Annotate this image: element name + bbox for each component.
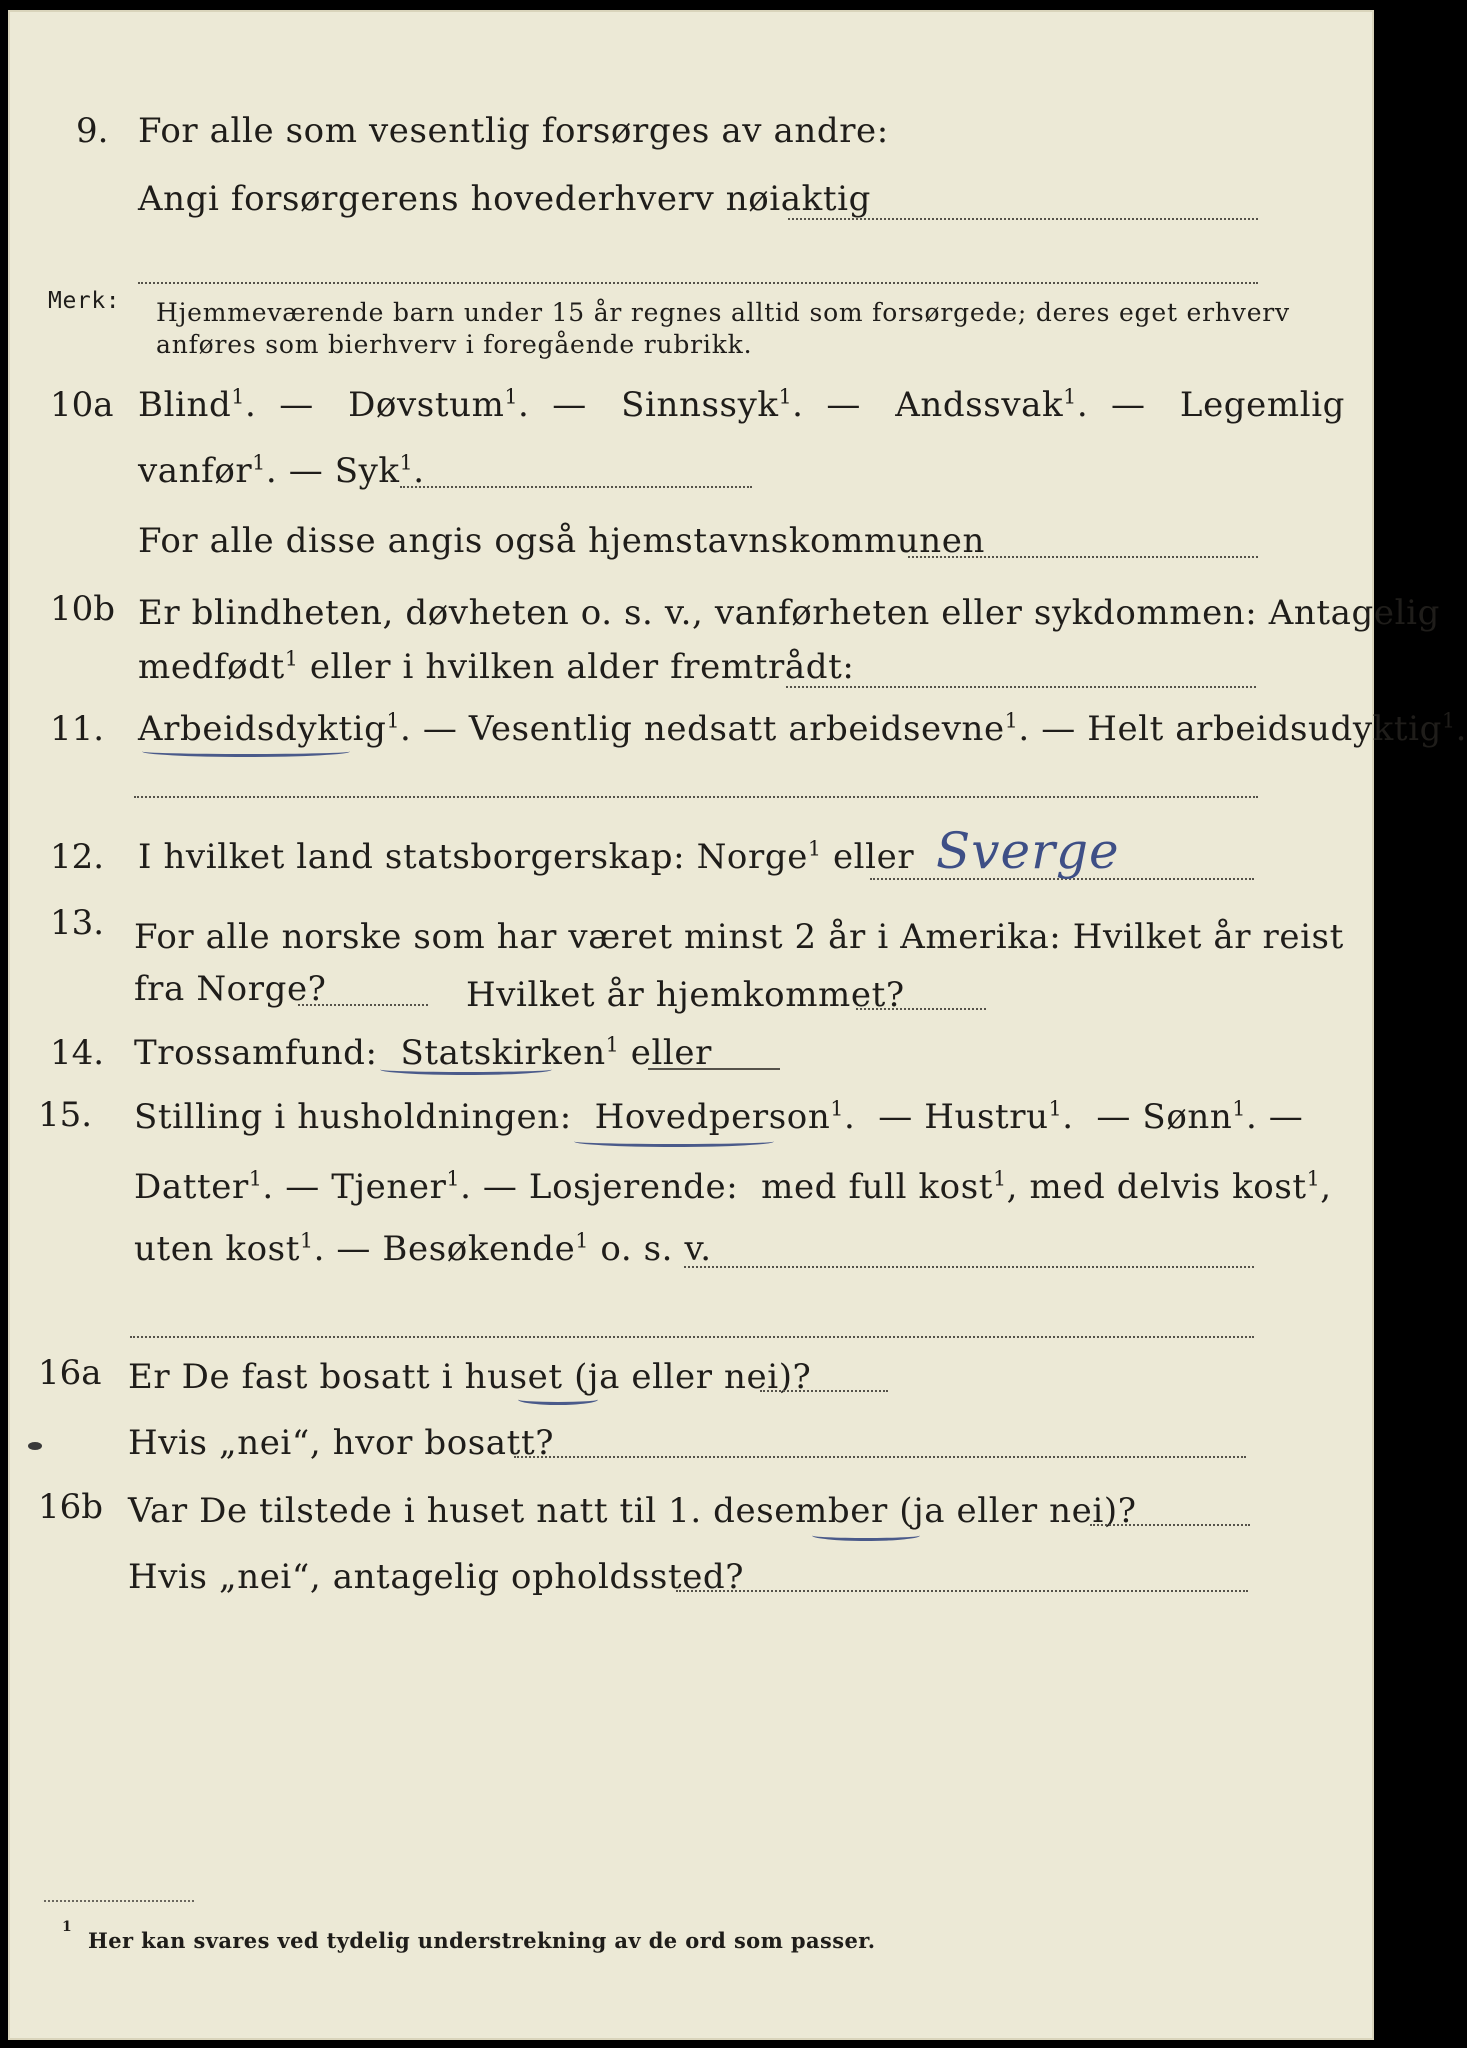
q10a-hjemstavn-line[interactable]: [908, 556, 1258, 558]
q16a-underline-ja: [518, 1394, 598, 1405]
q14-number: 14.: [50, 1033, 105, 1073]
option-hustru[interactable]: — Hustru: [878, 1097, 1049, 1137]
q10b-line2: medfødt$^1$ eller i hvilken alder fremtrådt:: [138, 646, 855, 687]
q14-underline-statskirken: [380, 1064, 552, 1075]
q15-number: 15.: [38, 1095, 93, 1135]
q10a-line1: Blind$^1$. — Døvstum$^1$. — Sinnssyk$^1$. — Andssvak$^1$. — Legemlig: [138, 384, 1346, 425]
option-ja-eller-nei-16a[interactable]: (ja eller nei)?: [574, 1357, 812, 1397]
q13-fra: fra Norge?: [134, 969, 327, 1009]
footnote-mark: 1: [62, 1919, 73, 1935]
q13-hjem-line[interactable]: [856, 1008, 986, 1010]
q12-number: 12.: [50, 837, 105, 877]
q16b-underline-ja: [812, 1530, 920, 1541]
census-form-page: [8, 10, 1467, 2040]
option-uten-kost[interactable]: uten kost: [134, 1229, 300, 1269]
option-medfodt[interactable]: medfødt: [138, 647, 285, 687]
q9-line1: For alle som vesentlig forsørges av andre:: [138, 111, 889, 151]
option-sonn[interactable]: — Sønn: [1096, 1097, 1233, 1137]
option-helt-udyktig[interactable]: — Helt arbeidsudyktig: [1041, 709, 1442, 749]
option-datter[interactable]: Datter: [134, 1167, 249, 1207]
q11-number: 11.: [50, 709, 105, 749]
option-hovedperson[interactable]: Hovedperson: [594, 1097, 831, 1137]
q12-handwritten-answer: Sverge: [936, 822, 1120, 880]
q15-answer-line[interactable]: [684, 1266, 1254, 1268]
q10a-line2: vanfør$^1$. — Syk$^1$.: [138, 450, 425, 491]
q16b-opholdssted-line[interactable]: [676, 1590, 1248, 1592]
q16a-line2: Hvis „nei“, hvor bosatt?: [128, 1423, 555, 1463]
q13-reist-line[interactable]: [298, 1004, 428, 1006]
q10a-line3: For alle disse angis også hjemstavnskommunen: [138, 521, 985, 561]
option-nedsatt[interactable]: — Vesentlig nedsatt arbeidsevne: [422, 709, 1005, 749]
q13-hjem: Hvilket år hjemkommet?: [466, 975, 905, 1015]
q11-answer-line[interactable]: [134, 796, 1258, 798]
q9-number: 9.: [76, 111, 109, 151]
q13-line1: For alle norske som har været minst 2 år i Amerika: Hvilket år reist: [134, 917, 1344, 957]
q13-number: 13.: [50, 903, 105, 943]
q15-line3: uten kost$^1$. — Besøkende$^1$ o. s. v.: [134, 1228, 712, 1269]
merk-label: Merk:: [48, 288, 121, 314]
option-vanfor[interactable]: vanfør: [138, 451, 253, 491]
option-legemlig[interactable]: Legemlig: [1179, 385, 1346, 425]
q14-line: Trossamfund: Statskirken$^1$ eller: [134, 1032, 712, 1073]
q16b-answer-line[interactable]: [1090, 1524, 1250, 1526]
merk-line2: anføres som bierhverv i foregående rubrikk.: [156, 330, 753, 359]
option-full-kost[interactable]: med full kost: [761, 1167, 994, 1207]
ink-mark: [28, 1442, 42, 1450]
option-syk[interactable]: Syk: [334, 451, 400, 491]
q16a-bosatt-line[interactable]: [514, 1456, 1246, 1458]
q16b-number: 16b: [38, 1487, 104, 1527]
option-statskirken[interactable]: Statskirken: [400, 1033, 606, 1073]
option-tjener[interactable]: — Tjener: [285, 1167, 447, 1207]
q10b-answer-line[interactable]: [786, 686, 1256, 688]
q14-answer-line[interactable]: [648, 1068, 780, 1070]
option-ja-eller-nei-16b[interactable]: (ja eller nei)?: [899, 1491, 1137, 1531]
q16b-line1: Var De tilstede i huset natt til 1. desember (ja eller nei)?: [128, 1491, 1137, 1531]
q16a-answer-line[interactable]: [760, 1390, 888, 1392]
option-besokende[interactable]: — Besøkende: [336, 1229, 576, 1269]
q16a-number: 16a: [38, 1353, 102, 1393]
footnote-rule: [44, 1900, 194, 1902]
option-delvis-kost[interactable]: , med delvis kost: [1006, 1167, 1307, 1207]
q9-answer-line-2[interactable]: [138, 282, 1258, 284]
option-andssvak[interactable]: Andssvak: [895, 385, 1064, 425]
q12-line: I hvilket land statsborgerskap: Norge$^1$ eller: [138, 836, 915, 877]
q15-line2: Datter$^1$. — Tjener$^1$. — Losjerende: med full kost$^1$, med delvis kost$^1$,: [134, 1166, 1332, 1207]
merk-line1: Hjemmeværende barn under 15 år regnes alltid som forsørgede; deres eget erhverv: [156, 298, 1290, 327]
option-sinnssyk[interactable]: Sinnssyk: [621, 385, 779, 425]
q9-line2: Angi forsørgerens hovederhverv nøiaktig: [138, 179, 871, 219]
q16b-line2: Hvis „nei“, antagelig opholdssted?: [128, 1557, 745, 1597]
q11-underline-arbeidsdyktig: [142, 746, 350, 757]
q15-underline-hovedperson: [574, 1136, 774, 1147]
q16a-line1: Er De fast bosatt i huset (ja eller nei)?: [128, 1357, 812, 1397]
q11-line: Arbeidsdyktig$^1$. — Vesentlig nedsatt arbeidsevne$^1$. — Helt arbeidsudyktig$^1$.: [138, 708, 1467, 749]
q10b-line1: Er blindheten, døvheten o. s. v., vanførheten eller sykdommen: Antagelig: [138, 593, 1440, 633]
q15-line1: Stilling i husholdningen: Hovedperson$^1$. — Hustru$^1$. — Sønn$^1$. —: [134, 1096, 1304, 1137]
q9-answer-line[interactable]: [788, 218, 1258, 220]
q15-answer-line-2[interactable]: [130, 1336, 1254, 1338]
q10a-syk-line[interactable]: [400, 486, 752, 488]
q10a-number: 10a: [50, 385, 114, 425]
q10b-number: 10b: [50, 589, 116, 629]
option-arbeidsdyktig[interactable]: Arbeidsdyktig: [138, 709, 387, 749]
footnote-text: Her kan svares ved tydelig understrekning av de ord som passer.: [88, 1928, 876, 1953]
option-dovstum[interactable]: Døvstum: [348, 385, 505, 425]
option-blind[interactable]: Blind: [138, 385, 232, 425]
